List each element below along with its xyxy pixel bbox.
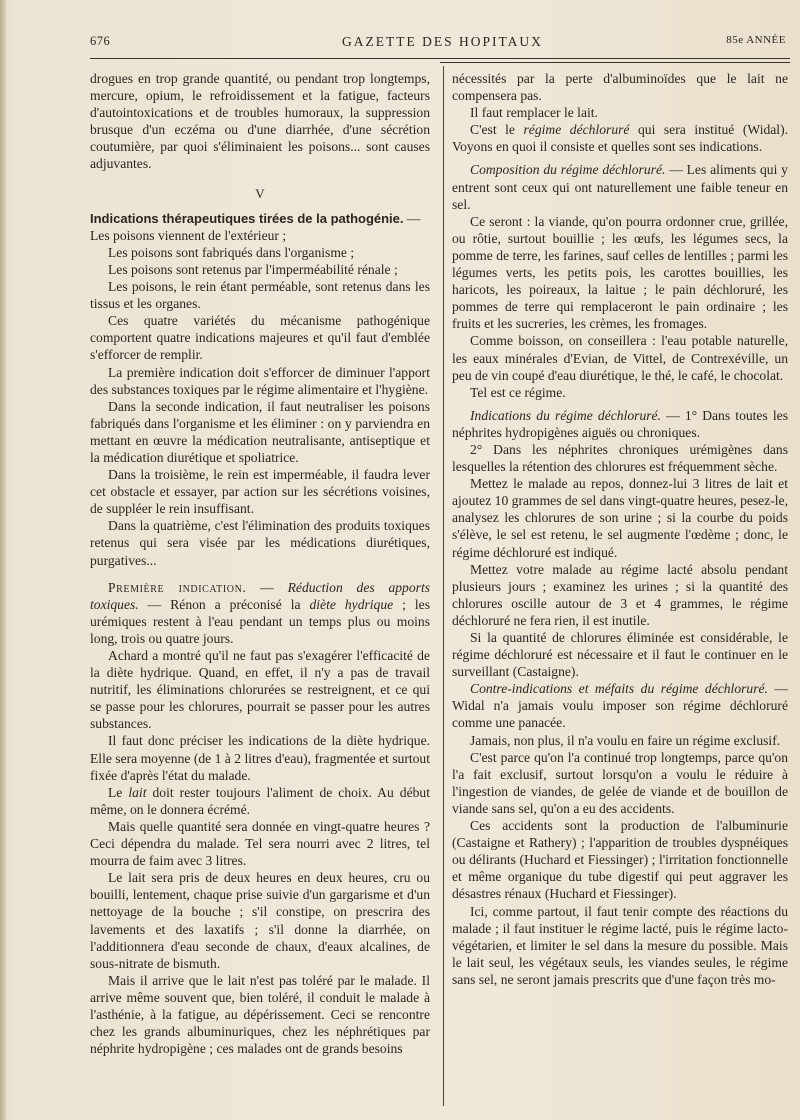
- subsection-title: Réduction des apports toxiques.: [90, 579, 430, 612]
- left-column: [90, 70, 430, 1110]
- subsection-title: Contre-indications et méfaits du régime déchloruré.: [470, 681, 768, 697]
- paragraph: Mettez le malade au repos, donnez-lui 3 litres de lait et ajoutez 10 grammes de sel dans vingt-quatre heures, pesez-le, analysez les chlorures de son urine ; si la courbe du poids s'élève, le sel est retenu, le sel augmente l'œdème ; donc, le régime déchloruré est indiqué.: [452, 476, 788, 560]
- paragraph: Tel est ce régime.: [470, 384, 566, 400]
- subsection-title: Indications du régime déchloruré.: [470, 407, 661, 423]
- paragraph: Mettez votre malade au régime lacté absolu pendant plusieurs jours ; examinez les urines ; si la quantité des chlorures oscille autour de 3 et 4 grammes, le régime déchloruré ne fera rien, il est inutile.: [452, 561, 788, 628]
- paragraph: Si la quantité de chlorures éliminée est considérable, le régime déchloruré est nécessaire et il faut le continuer en le surveillant (Castaigne).: [452, 630, 788, 680]
- paragraph: Jamais, non plus, il n'a voulu en faire un régime exclusif.: [470, 732, 781, 748]
- subsection-title: Composition du régime déchloruré.: [470, 162, 666, 178]
- paragraph: Les poisons viennent de l'extérieur ;: [90, 227, 287, 243]
- paragraph: Dans la troisième, le rein est imperméable, il faudra lever cet obstacle et essayer, par action sur les sécrétions voisines, de suppléer le rein insuffisant.: [90, 467, 430, 517]
- paragraph: C'est parce qu'on l'a continué trop longtemps, parce qu'on l'a fait exclusif, surtout lorsqu'on a voulu le réduire à l'ingestion de viandes, de gelée de viande et de bouillon de viande sans sel, qu'on a eu des accidents.: [452, 749, 788, 816]
- text-run: — Rénon a préconisé la: [138, 596, 310, 612]
- text-run: — Les aliments qui y entrent sont ceux qui ont naturellement une faible teneur en sel.: [452, 162, 788, 212]
- text-run: C'est le: [470, 122, 524, 138]
- paragraph: [90, 784, 430, 818]
- paragraph: La première indication doit s'efforcer de diminuer l'apport des substances toxiques par le régime alimentaire et l'hygiène.: [90, 364, 430, 397]
- section-number: V: [255, 185, 265, 201]
- column-divider: [443, 66, 444, 1106]
- paragraph: Les poisons sont retenus par l'imperméabilité rénale ;: [108, 261, 398, 277]
- paragraph: Le lait sera pris de deux heures en deux heures, cru ou bouilli, lentement, chaque prise suivie d'un gargarisme et d'un nettoyage de la bouche ; s'il constipe, on prescrira des lavements et des laxatifs ; s'il donne la diarrhée, on l'additionnera d'eau seconde de chaux, d'eaux alcalines, de sous-nitrate de bismuth.: [90, 870, 430, 971]
- paragraph: Les poisons sont fabriqués dans l'organisme ;: [108, 244, 355, 260]
- page-edge-shadow: [0, 0, 6, 1120]
- text-run: Le: [108, 784, 129, 800]
- section-heading-text: Indications thérapeutiques tirées de la pathogénie.: [90, 210, 404, 226]
- paragraph: Ces accidents sont la production de l'albuminurie (Castaigne et Rathery) ; l'apparition de troubles dyspnéiques ou délirants (Huchard et Fiessinger) ; l'irritation fonctionnelle et même organique du tube digestif qui peut aggraver les désastres rénaux (Huchard et Fiessinger).: [452, 818, 788, 902]
- journal-year: 85e ANNÉE: [726, 34, 786, 46]
- text-run: — 1° Dans toutes les néphrites hydropigènes aiguës ou chroniques.: [452, 407, 788, 440]
- subsection-paragraph: [452, 407, 788, 441]
- dash: —: [246, 579, 288, 595]
- subsection-paragraph: [90, 579, 430, 647]
- subsection-label: Première indication.: [108, 579, 247, 595]
- paragraph: Mais quelle quantité sera donnée en vingt-quatre heures ? Ceci dépendra du malade. Tel sera nourri avec 2 litres, tel mourra de faim avec 3 litres.: [90, 818, 430, 869]
- paragraph: nécessités par la perte d'albuminoïdes que le lait ne compensera pas.: [452, 71, 788, 104]
- running-header: [90, 34, 790, 52]
- header-rule: [90, 58, 790, 59]
- page-number: 676: [90, 34, 111, 48]
- paragraph: 2° Dans les néphrites chroniques urémigènes dans lesquelles la rétention des chlorures est fréquemment sèche.: [452, 441, 788, 475]
- text-run: ; les urémiques restent à l'eau pendant un temps plus ou moins long, trois ou quatre jours.: [90, 596, 430, 646]
- section-heading-dash: —: [403, 210, 421, 226]
- paragraph: Ce seront : la viande, qu'on pourra ordonner crue, grillée, ou rôtie, surtout bouillie ; les œufs, les légumes secs, la pomme de terre, les farines, sauf celles de lentilles ; parmi les légumes verts, les petits pois, les carottes bouillies, les haricots, les poireaux, la laitue ; le pain déchloruré, les pommes de terre qui remplaceront le pain ordinaire ; les fruits et les sucreries, les crèmes, les fromages.: [452, 213, 788, 332]
- paragraph: Il faut remplacer le lait.: [470, 105, 598, 121]
- paragraph: Ici, comme partout, il faut tenir compte des réactions du malade ; il faut instituer le régime lacté, puis le régime lacto-végétarien, et limiter le sel dans la mesure du possible. Mais le lait seul, les végétaux seuls, les viandes seules, le régime sans sel, ne seront jamais prescrits que d'une façon très mo-: [452, 903, 788, 987]
- paragraph: Dans la seconde indication, il faut neutraliser les poisons fabriqués dans l'organisme et les éliminer : on y parviendra en mettant en œuvre la médication neutralisante, antiseptique et la médication diurétique et spoliatrice.: [90, 398, 430, 465]
- text-run: doit rester toujours l'aliment de choix. Au début même, on le donnera écrémé.: [90, 784, 430, 817]
- subsection-paragraph: [452, 680, 788, 731]
- emphasis: lait: [128, 784, 147, 800]
- section-heading: [90, 210, 430, 227]
- paragraph: Comme boisson, on conseillera : l'eau potable naturelle, les eaux minérales d'Evian, de Vittel, de Contrexéville, un peu de vin coupé d'eau diurétique, le thé, le café, le chocolat.: [452, 333, 788, 383]
- paragraph: Ces quatre variétés du mécanisme pathogénique comportent quatre indications majeures et qu'il faut d'emblée s'efforcer de remplir.: [90, 313, 430, 363]
- paragraph: Achard a montré qu'il ne faut pas s'exagérer l'efficacité de la diète hydrique. Quand, en effet, il n'y a pas de travail nutritif, les éliminations chlorurées se restreignent, et ce qui se passe pour les chlorures, pourrait se passer pour les autres substances.: [90, 648, 430, 732]
- header-rule-double: [440, 62, 790, 63]
- emphasis: régime déchloruré: [523, 122, 630, 138]
- paragraph: Il faut donc préciser les indications de la diète hydrique. Elle sera moyenne (de 1 à 2 litres d'eau), fragmentée et surtout fixée d'après l'état du malade.: [90, 733, 430, 783]
- subsection-paragraph: [452, 161, 788, 212]
- paragraph: Mais il arrive que le lait n'est pas toléré par le malade. Il arrive même souvent que, bien toléré, il conduit le malade à l'asthénie, à la fatigue, au dépérissement. Ceci se rencontre chez les grands albuminuriques, chez les néphrétiques par néphrite hydropigène ; ces malades ont de grands besoins: [90, 972, 430, 1057]
- paragraph: [452, 121, 788, 155]
- text-run: — Widal n'a jamais voulu imposer son régime déchloruré comme une panacée.: [452, 681, 788, 731]
- journal-title: GAZETTE DES HOPITAUX: [342, 34, 543, 49]
- right-column: [452, 70, 788, 1110]
- paragraph: Les poisons, le rein étant perméable, sont retenus dans les tissus et les organes.: [90, 279, 430, 312]
- text-run: qui sera institué (Widal). Voyons en quoi il consiste et quelles sont ses indications.: [452, 122, 788, 155]
- paragraph: Dans la quatrième, c'est l'élimination des produits toxiques retenus qui sera visée par les médications diurétiques, purgatives...: [90, 518, 430, 568]
- paragraph: drogues en trop grande quantité, ou pendant trop longtemps, mercure, opium, le refroidissement et la fatigue, facteurs d'autointoxications et de troubles humoraux, la suppression brusque d'un eczéma ou d'une diarrhée, d'une sécrétion coutumière, par quoi s'éliminaient les poisons... sont causes adjuvantes.: [90, 71, 430, 172]
- emphasis: diète hydrique: [309, 596, 394, 612]
